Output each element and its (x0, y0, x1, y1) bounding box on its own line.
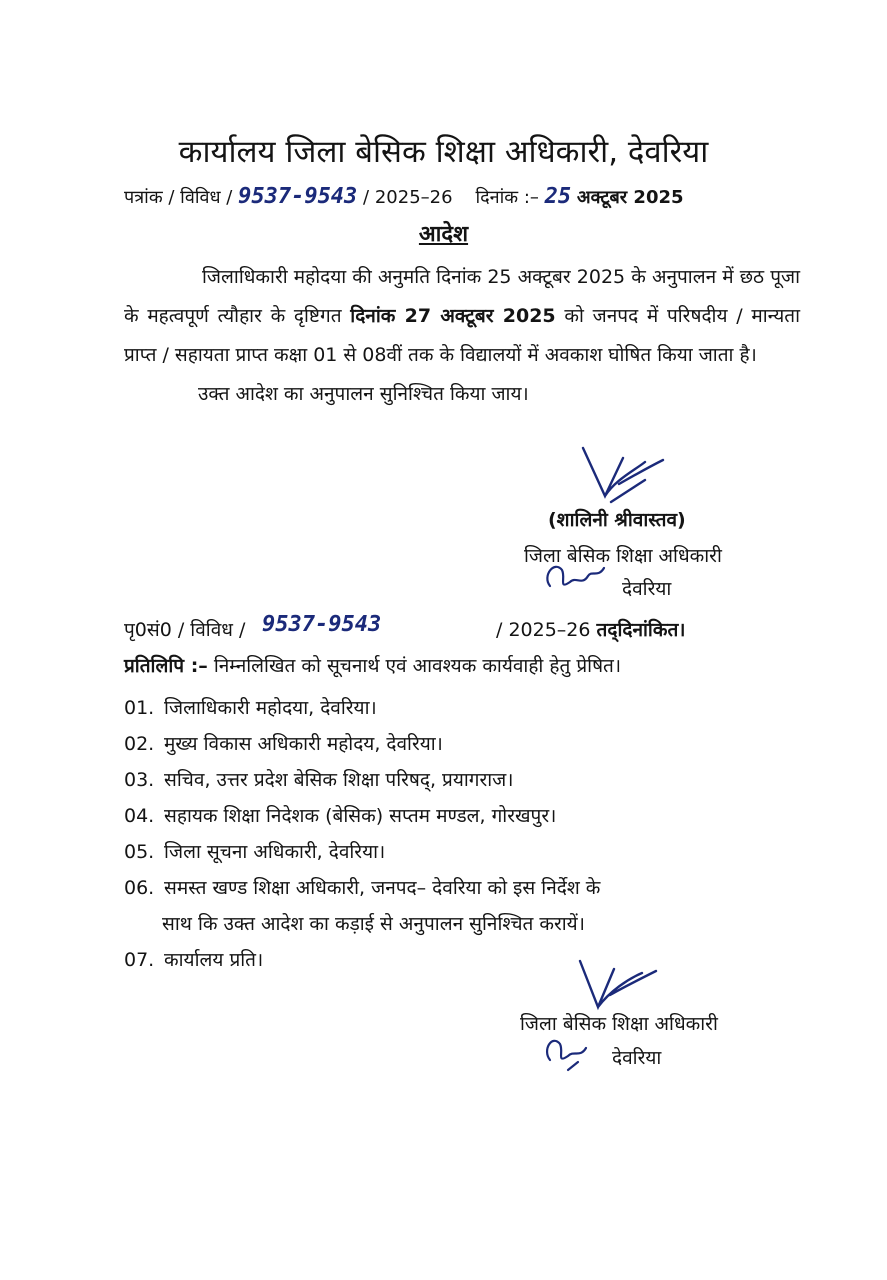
item-continuation: साथ कि उक्त आदेश का कड़ाई से अनुपालन सुनिश्चित करायें। (162, 913, 585, 935)
list-item (124, 690, 764, 726)
paragraph-part1: जिलाधिकारी महोदया की अनुमति दिनांक 25 अक्टूबर 2025 के अनुपालन में छठ पूजा के महत्वपूर्ण त्यौहार के दृष्टिगत (124, 266, 800, 327)
copy-intro-text: निम्नलिखित को सूचनार्थ एवं आवश्यक कार्यवाही हेतु प्रेषित। (213, 655, 622, 677)
endorsement-line (124, 612, 764, 642)
copy-label: प्रतिलिपि :– (124, 655, 208, 677)
item-number: 06. (124, 877, 155, 899)
item-text: समस्त खण्ड शिक्षा अधिकारी, जनपद– देवरिया को इस निर्देश के (164, 877, 601, 899)
date-month-year: अक्टूबर 2025 (576, 187, 684, 208)
item-number: 07. (124, 949, 155, 971)
compliance-line: उक्त आदेश का अनुपालन सुनिश्चित किया जाय। (198, 383, 529, 405)
item-text: मुख्य विकास अधिकारी महोदय, देवरिया। (164, 733, 443, 755)
endorsement-year-date (496, 616, 685, 642)
list-item (124, 726, 764, 762)
copy-intro (124, 652, 621, 678)
signatory-designation: जिला बेसिक शिक्षा अधिकारी (524, 545, 722, 567)
signatory-name: (शालिनी श्रीवास्तव) (548, 509, 686, 531)
list-item (124, 762, 764, 798)
list-item (124, 834, 764, 870)
reference-session: / 2025–26 (363, 187, 453, 208)
initials-icon (538, 1026, 598, 1076)
handwritten-endorsement-number: 9537-9543 (262, 612, 382, 637)
reference-line (124, 184, 684, 209)
paragraph-part2: को जनपद में परिषदीय / मान्यता प्राप्त / सहायता प्राप्त कक्षा 01 से 08वीं तक के विद्यालयों में अवकाश घोषित किया जाता है। (124, 305, 800, 366)
item-text: जिला सूचना अधिकारी, देवरिया। (164, 841, 386, 863)
order-heading: आदेश (418, 222, 469, 247)
item-number: 04. (124, 805, 155, 827)
footer-place: देवरिया (612, 1047, 662, 1069)
item-text: सहायक शिक्षा निदेशक (बेसिक) सप्तम मण्डल, गोरखपुर। (164, 805, 557, 827)
reference-prefix: पत्रांक / विविध / (124, 187, 233, 208)
office-title: कार्यालय जिला बेसिक शिक्षा अधिकारी, देवरिया (178, 134, 709, 170)
order-body (124, 258, 800, 414)
date-label: दिनांक :– (475, 187, 539, 208)
signatory-place: देवरिया (622, 578, 672, 600)
endorsement-date: तद्‌दिनांकित। (596, 619, 686, 641)
item-text: जिलाधिकारी महोदया, देवरिया। (164, 697, 377, 719)
item-number: 02. (124, 733, 155, 755)
item-text: कार्यालय प्रति। (164, 949, 264, 971)
order-paragraph (124, 258, 800, 375)
item-number: 05. (124, 841, 155, 863)
endorsement-session: / 2025–26 (496, 619, 591, 641)
copy-list (124, 690, 764, 978)
footer-designation: जिला बेसिक शिक्षा अधिकारी (520, 1013, 718, 1035)
holiday-date: दिनांक 27 अक्टूबर 2025 (350, 305, 556, 327)
initials-icon (540, 556, 610, 596)
list-item (124, 870, 764, 942)
item-number: 03. (124, 769, 155, 791)
list-item (124, 798, 764, 834)
handwritten-day: 25 (544, 184, 572, 209)
item-number: 01. (124, 697, 155, 719)
handwritten-letter-number: 9537-9543 (238, 184, 358, 209)
endorsement-prefix: पृ0सं0 / विविध / (124, 619, 246, 641)
item-text: सचिव, उत्तर प्रदेश बेसिक शिक्षा परिषद्, प्रयागराज। (164, 769, 514, 791)
